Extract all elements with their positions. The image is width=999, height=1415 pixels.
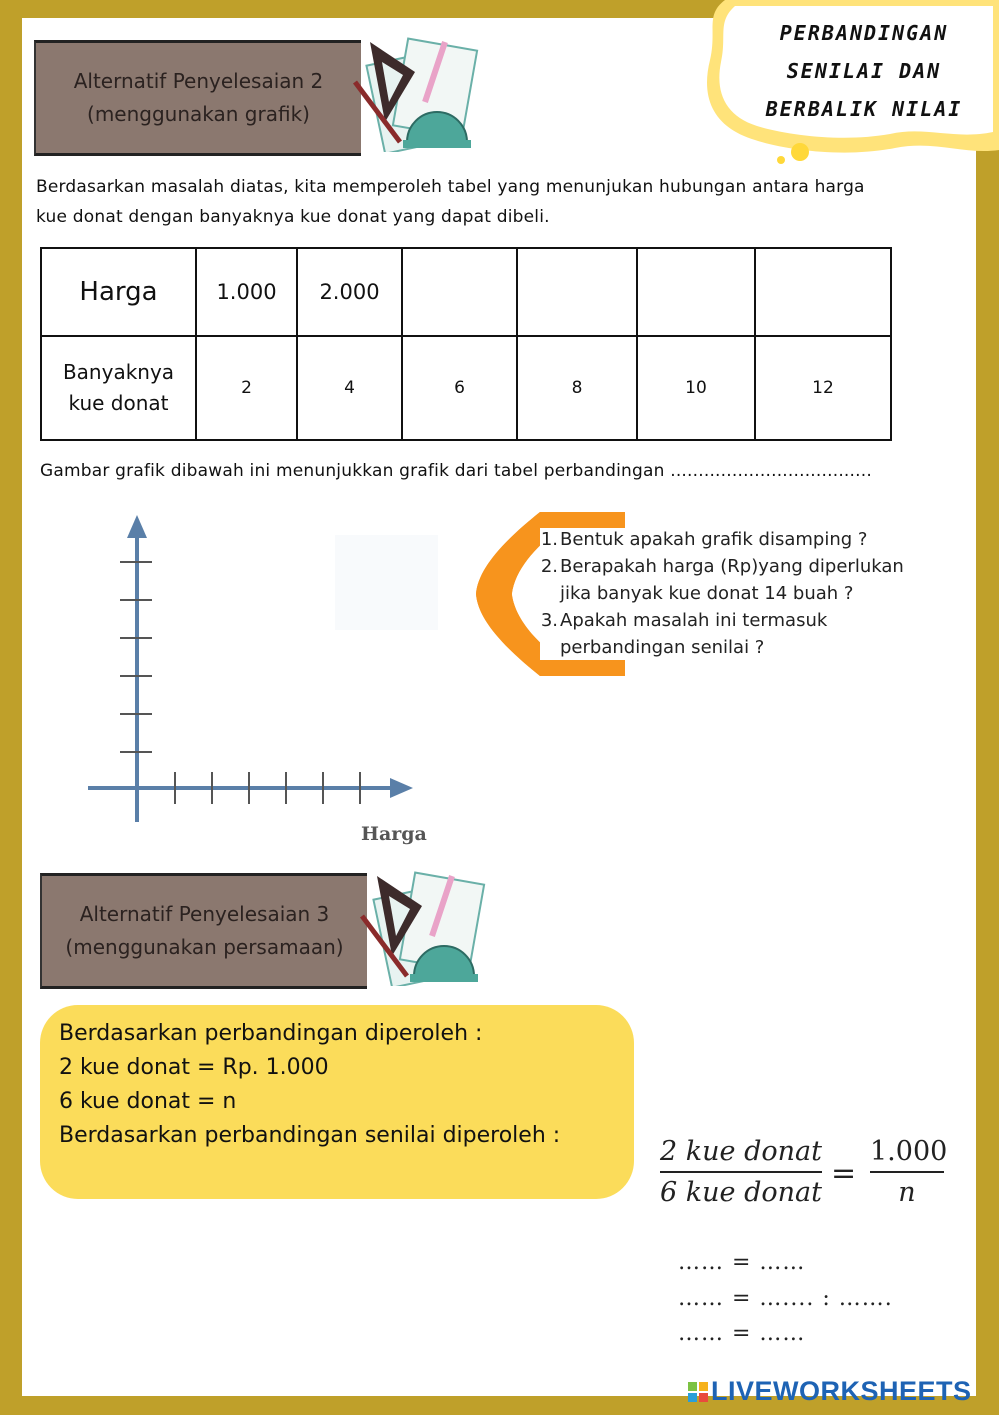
fraction-right (870, 1136, 948, 1208)
question-number: 1. (540, 529, 558, 550)
ratio-table (40, 247, 892, 441)
question-2-cont (540, 580, 960, 607)
question-3-cont (540, 634, 960, 661)
equals-sign: = (831, 1156, 857, 1191)
question-list (540, 526, 960, 661)
banyak-label-2: kue donat (68, 391, 169, 415)
table-row-banyak (41, 336, 891, 440)
question-number: 2. (540, 556, 558, 577)
fraction-right-numerator: 1.000 (870, 1136, 948, 1167)
x-axis-arrow (390, 778, 413, 798)
question-text: Bentuk apakah grafik disamping ? (560, 529, 868, 550)
question-text: jika banyak kue donat 14 buah ? (560, 583, 854, 604)
question-2 (540, 553, 960, 580)
intro-text (36, 172, 865, 232)
derivation-line1: Berdasarkan perbandingan diperoleh : (59, 1021, 483, 1046)
fraction-left-denominator: 6 kue donat (660, 1171, 822, 1208)
section2-title-line2: (menggunakan grafik) (87, 102, 310, 126)
graph-caption: Gambar grafik dibawah ini menunjukkan grafik dari tabel perbandingan .................................... (40, 461, 872, 481)
intro-line1: Berdasarkan masalah diatas, kita memperoleh tabel yang menunjukan hubungan antara harga (36, 177, 865, 197)
question-text: Berapakah harga (Rp)yang diperlukan (560, 556, 904, 577)
table-cell: 4 (297, 336, 402, 440)
table-cell: 10 (637, 336, 755, 440)
question-text: Apakah masalah ini termasuk (560, 610, 828, 631)
derivation-line3: 6 kue donat = n (59, 1089, 237, 1114)
table-cell-blank[interactable] (517, 248, 637, 336)
derivation-box (40, 1005, 634, 1199)
title-tag-text (749, 14, 979, 128)
logo-mark-icon (688, 1382, 708, 1402)
table-cell: 12 (755, 336, 891, 440)
fraction-left (660, 1136, 822, 1208)
blank-line-1[interactable]: …… = …… (678, 1250, 806, 1275)
x-axis-label: Harga (361, 823, 427, 845)
question-1 (540, 526, 960, 553)
logo-text: LIVEWORKSHEETS (711, 1376, 972, 1406)
faded-area (335, 535, 438, 630)
fraction-right-denominator: n (870, 1171, 944, 1208)
title-line-2: SENILAI DAN (786, 59, 942, 83)
derivation-line4: Berdasarkan perbandingan senilai diperoleh : (59, 1123, 561, 1148)
table-cell: 6 (402, 336, 517, 440)
liveworksheets-logo (688, 1376, 972, 1407)
section3-header (40, 873, 367, 989)
section2-header (34, 40, 361, 156)
table-header-harga: Harga (41, 248, 196, 336)
table-cell: 2.000 (297, 248, 402, 336)
derivation-line2: 2 kue donat = Rp. 1.000 (59, 1055, 329, 1080)
table-header-banyak (41, 336, 196, 440)
intro-line2: kue donat dengan banyaknya kue donat yang dapat dibeli. (36, 207, 550, 227)
question-text: perbandingan senilai ? (560, 637, 765, 658)
title-line-3: BERBALIK NILAI (765, 97, 963, 121)
table-cell: 2 (196, 336, 297, 440)
table-cell-blank[interactable] (637, 248, 755, 336)
y-axis-arrow (127, 515, 147, 538)
table-cell-blank[interactable] (755, 248, 891, 336)
fraction-left-numerator: 2 kue donat (660, 1136, 822, 1167)
section3-title-line2: (menggunakan persamaan) (65, 935, 344, 959)
table-cell: 8 (517, 336, 637, 440)
question-number: 3. (540, 610, 558, 631)
table-cell: 1.000 (196, 248, 297, 336)
question-3 (540, 607, 960, 634)
table-row-harga (41, 248, 891, 336)
empty-graph (80, 510, 440, 850)
blank-line-3[interactable]: …… = …… (678, 1321, 806, 1346)
section2-title-line1: Alternatif Penyelesaian 2 (73, 69, 324, 93)
geometry-tools-icon (345, 32, 480, 152)
blank-line-2[interactable]: …… = ….... : ……. (678, 1286, 893, 1311)
title-line-1: PERBANDINGAN (779, 21, 949, 45)
banyak-label-1: Banyaknya (62, 360, 175, 384)
geometry-tools-icon (352, 866, 487, 986)
table-cell-blank[interactable] (402, 248, 517, 336)
section3-title-line1: Alternatif Penyelesaian 3 (79, 902, 330, 926)
